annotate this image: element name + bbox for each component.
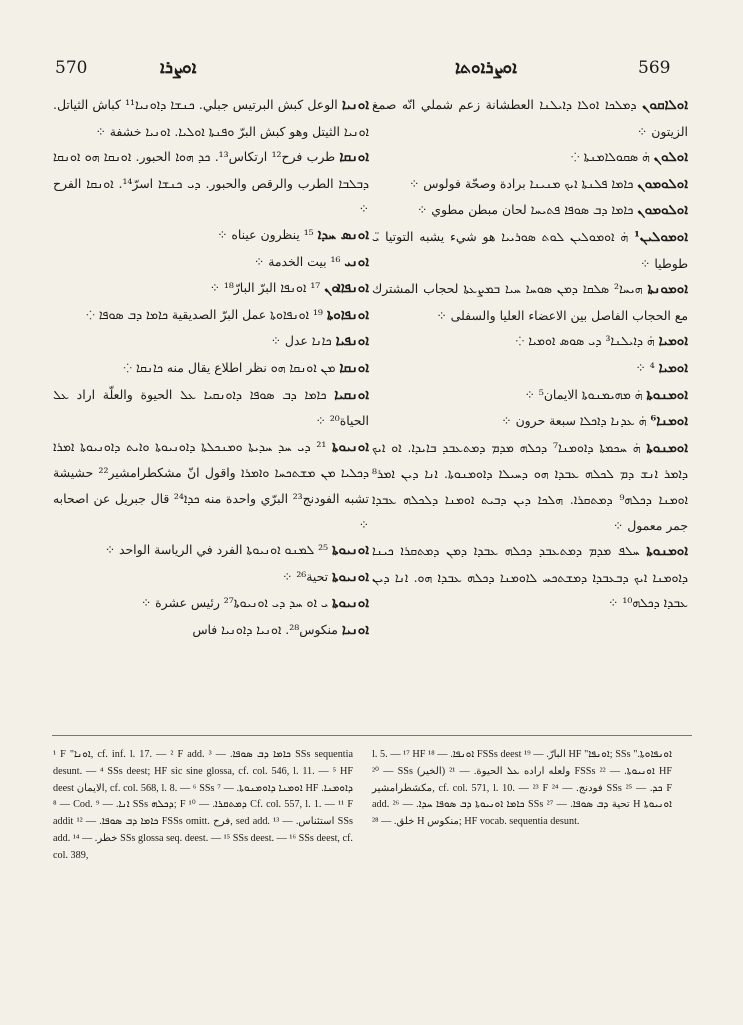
dictionary-entry xyxy=(53,275,369,302)
dictionary-entry xyxy=(372,538,688,616)
entry-headword: ܐܘܢܝ xyxy=(344,253,369,270)
entry-headword: ܐܘܢܩܐ xyxy=(339,149,369,166)
entry-headword: ܐܘܢܦܐܐܘܢ xyxy=(324,280,369,297)
entry-gloss: الوعل كبش البرتيس جبلي. ܟܢܫܐ ܕܐܘܢܝܐ¹¹ كباش الثياتل. ܐܘܢܝܐ الثيتل وهو كبش البرّ ܘܦܢܬܐ ܐܘܠܝܐ. ܐܘܢܝܐ خشفة ⁘ xyxy=(53,97,369,139)
entry-headword: ܐܘܢܝܘܬܐ xyxy=(332,438,369,455)
entry-headword: ܐܘܡܝܐ xyxy=(658,333,688,350)
entry-headword: ܐܘܡܢܘܬܐ xyxy=(646,386,688,403)
entry-headword: ܐܘܠܘܢ xyxy=(653,149,688,166)
entry-gloss: ܟܐܡܐ ܕܒ ܣܘܦܐ ܦܬܝܚܐ لحان مبطن مطوي ⁘ xyxy=(416,202,634,218)
entry-headword: ܐܘܠܐܩܘܢ xyxy=(642,97,688,113)
entry-gloss: ܗ̇ ܚܟܡܬܐ ܕܐܘܡܢܐ⁷ ܕܟܠܗ ܡܕܡ ܕܡܬܥܒܕ ܒܐܝܕܐ. ܐܘ ܐܝܟ ܕܐܡܪ ܐܢܫ ܕܡ ܠܟܠܗ ܥܒܕܐ ܗܘ ܕܚܝܠܐ ܕܐܘܡܢܘܬܐ. ܐܢܐ ܕܝܢ ܐܡܪ⁸ ܐܘܡܢܐ ܕܟܠܗ⁹ ܕܡܬܩܪܐ. ܗܠܟܐ ܕܝܢ ܕܒܝܬ ܐܘܡܢܐ ܕܠܟܠܗ ܥܒܕܐ جمر معمول ⁘ xyxy=(372,439,688,533)
right-page-number: 569 xyxy=(638,58,671,78)
entry-headword: ܐܘܢܝܐ xyxy=(341,97,369,113)
dictionary-entry xyxy=(372,144,688,171)
dictionary-entry xyxy=(53,144,369,222)
entry-gloss: ¹⁶ بيت الخدمة ⁘ xyxy=(253,253,341,269)
entry-gloss: ܕܡܠܟܐ ܐܘܠܐ ܕܐܝܠܢܐ العطشانة زعم شملي انّه صمغ الزيتون ⁘ xyxy=(372,97,688,139)
left-text-column xyxy=(53,92,369,643)
footnote-text: l. 5. — ¹⁷ HF ܐܘܢܦܐ. — ¹⁸ FSSs deest البارّ. — ¹⁹ HF "ܐܘܢܦܐ; SSs "ܐܘܢܦܐܘܬܐ. — ²⁰ SSs (الخير) ولعله اراده ܥܠ الحيوة. — ²¹ FSSs ܐܘܢܝܘܬܐ. — ²² HF مكشطرامشير, cf. col. 571, l. 10. — ²³ F فودنج. — ²⁴ SSs ܟܕ. — ²⁵ F add. ܟܐܡܐ ܐܘܢܝܘܬܐ ܕܒ ܣܘܦܐ ܚܕܐ. — ²⁶ SSs تحية ܕܒ ܣܘܦܐ. — ²⁷ H ܐܘܢܝܘܬܐ خلق. — ²⁸ H منكوس; HF vocab. sequentia desunt. xyxy=(372,749,673,828)
dictionary-entry xyxy=(53,92,369,144)
dictionary-entry xyxy=(53,328,369,355)
dictionary-entry xyxy=(53,249,369,276)
entry-headword: ܐܘܡܢܐ⁶ xyxy=(650,413,688,430)
entry-gloss: ܗ̇ ܐܘܡܘܠܝܢ ܠܘܬ ܣܘܪܝܝܐ هو شيء يشبه التوتيا ܝ̈ طوطيا ⁘ xyxy=(372,228,688,271)
dictionary-entry xyxy=(372,224,688,276)
entry-gloss: ܗ̇ ܡܗܝܡܢܘܬܐ الايمان⁵ ⁘ xyxy=(524,386,643,402)
entry-gloss: ²¹ ܕܝ ܚܕ ܚܕܝܬܐ ܘܡܢܟܠܬܐ ܕܐܘܢܝܘܬܐ ܘܐܝܬ ܕܐܘܢܝܘܬܐ ܐܡܪܐ ܕܟܠܝܐ ܡܢ ܡܫܬܟܚܐ ܘܐܡܪܐ واقول انّ مشكطرامشير²² حشيشة تشبه الفودنج²³ البرّي واحدة منه ܟܕܐ²⁴ قال جبريل عن اصحابه ⁘ xyxy=(53,438,369,532)
dictionary-entry xyxy=(53,355,369,382)
dictionary-entry xyxy=(372,328,688,355)
entry-gloss: ²⁵ ܠܡܢܘ ܐܘܢܝܘܬܐ الفرد في الرياسة الواحد ⁘ xyxy=(104,542,329,558)
entry-headword: ܐܘܢܩܐ xyxy=(339,359,369,376)
entry-gloss: ܚܠܦ ܡܕܡ ܕܡܬܥܒܕ ܕܟܠܗ ܥܒܕܐ ܕܡܢ ܕܡܬܩܪܐ ܟܝܢܐ ܕܐܘܡܢܐ ܐܝܟ ܕܒܥܒܕܐ ܕܡܫܬܟܚ ܠܐܘܡܢܐ ܕܟܠܗ ܥܒܕܐ ܗܘ. ܐܢܐ ܕܝܢ ܥܒܕܐ ܕܟܠܗ¹⁰ ⁘ xyxy=(372,543,688,611)
entry-headword: ܐܘܠܘܡܘܢ xyxy=(637,175,688,192)
entry-headword: ܐܘܢܝܘܬܐ xyxy=(332,595,369,612)
footnotes-left xyxy=(53,747,353,865)
entry-gloss: ¹⁷ ܐܘܢܦܐ البرّ البارّ¹⁸ ⁘ xyxy=(209,280,321,296)
entry-gloss: تحية²⁶ ⁘ xyxy=(281,568,329,584)
entry-gloss: ܟܐܡܐ ܕܒ ܣܘܦܐ ܕܐܘܢܩܝܐ ܥܠ الحيوة والعلّة اراد ܥܠ الحياة²⁰ ⁘ xyxy=(53,386,369,429)
footnotes-right xyxy=(372,747,672,831)
dictionary-entry xyxy=(372,435,688,538)
entry-gloss: طرب فرح¹² ارتكاس¹³. ܟܕ ܗܘܐ الحبور. ܐܘܢܩܐ ܗܘ ܐܘܢܩܐ ܕܒܠܒܐ الطرب والرقص والحبور. ܕܝ ܟܢܫܐ اسرّ¹⁴. ܐܘܢܩܐ الفرح ⁘ xyxy=(53,149,369,217)
dictionary-entry xyxy=(53,617,369,644)
entry-headword: ܐܘܡܢܘܬܐ xyxy=(646,439,688,456)
entry-gloss: ¹⁹ ܐܘܢܦܐܘܬܐ عمل البرّ الصديقية ܟܐܡܐ ܕܒ ܣܘܦܐ ⁘ xyxy=(85,306,323,322)
entry-headword: ܐܘܡܝܐ xyxy=(658,359,688,376)
left-running-title: ܐܘܨܪܐ xyxy=(160,58,197,78)
left-page-number: 570 xyxy=(55,58,88,78)
entry-gloss: منكوس²⁸. ܐܘܢܝܐ ܕܐܘܢܝܐ فاس xyxy=(192,621,338,637)
dictionary-entry xyxy=(53,434,369,537)
dictionary-entry xyxy=(372,197,688,224)
entry-headword: ܐܘܢܣ ܚܕܐ xyxy=(317,226,369,243)
entry-headword: ܐܘܢܝܘܬܐ xyxy=(332,568,369,585)
entry-headword: ܐܘܢܦܐܘܬܐ xyxy=(326,306,369,323)
dictionary-entry xyxy=(53,382,369,434)
entry-headword: ܐܘܢܦܝܐ xyxy=(335,333,369,350)
entry-gloss: ܟܐܡܐ ܦܠܢܬܐ ܐܝܟ ܡܢܝܢܐ برادة وصحّة فولوس ⁘ xyxy=(408,175,634,191)
dictionary-entry xyxy=(53,537,369,564)
footnote-divider xyxy=(52,735,692,736)
entry-gloss: ܗ̇ ܣܩܘܠܐܡܢܬܐ ⁘ xyxy=(570,149,650,165)
right-text-column xyxy=(372,92,688,616)
dictionary-entry xyxy=(372,92,688,144)
entry-headword: ܐܘܠܘܡܘܢ xyxy=(637,202,688,219)
entry-gloss: ܗ̇ ܥܕܢܐ ܕܐܟܠܐ سبعة حرون ⁘ xyxy=(501,413,647,429)
footnote-text: ¹ F "ܐܘܢܐ, cf. inf. l. 17. — ² F add. ܟܐܡܐ ܕܒ ܣܘܦܐ. — ³ SSs sequentia desunt. — ⁴ SSs deest; HF sic sine glossa, cf. col. 546, l. 11. — ⁵ HF deest الايمان, cf. col. 568, l. 8. — ⁶ SSs ܐܘܡܢܐ ܕܐܘܡܢܘܬܐ. — ⁷ HF ܕܐܘܡܢܐ. — ⁸ Cod. ܐܢܐ. — ⁹ SSs ܕܟܠܗ; F ܕܡܬܩܪܐ. — ¹⁰ Cf. col. 557, l. 1. — ¹¹ F addit ܟܐܡܐ ܕܒ ܣܘܦܐ. — ¹² FSSs omitt. فرح, sed add. استئناس. — ¹³ SSs add. خطر. — ¹⁴ SSs glossa seq. deest. — ¹⁵ SSs deest. — ¹⁶ SSs deest, cf. col. 389, xyxy=(53,749,354,861)
entry-headword: ܐܘܡܘܢܬܐ xyxy=(647,281,688,298)
entry-headword: ܐܘܢܝܐ xyxy=(341,621,369,638)
dictionary-entry xyxy=(372,408,688,435)
entry-gloss: ܗܝܚܐ² ܣܠܩܐ ܕܡܢ ܣܘܚܐ ܚܝܐ ܒܡܨܥܬܐ لحجاب المشترك مع الحجاب الفاصل بين الاعضاء العليا والسفلى ⁘ xyxy=(372,281,688,323)
dictionary-entry xyxy=(53,564,369,591)
entry-gloss: ܝ ܐܘ ܚܕ ܕܝ ܐܘܢܝܘܬܐ²⁷ رئيس عشرة ⁘ xyxy=(140,595,329,611)
dictionary-entry xyxy=(53,590,369,617)
entry-headword: ܐܘܢܩܝܐ xyxy=(334,386,369,403)
entry-gloss: ܟܐܢܐ عدل ⁘ xyxy=(270,333,332,349)
right-running-title: ܐܘܨܪܐܘܬܐ xyxy=(455,58,517,78)
dictionary-entry xyxy=(53,302,369,329)
dictionary-entry xyxy=(372,276,688,328)
entry-headword: ܐܘܡܘܠܝܢ¹ xyxy=(634,228,688,245)
entry-gloss: ⁴ ⁘ xyxy=(635,359,655,375)
dictionary-entry xyxy=(53,222,369,249)
entry-gloss: ܗ̇ ܕܐܝܠܢܐ³ ܕܝ ܣܘܣ ܐܘܡܝܐ ⁘ xyxy=(515,333,655,349)
dictionary-entry xyxy=(372,382,688,409)
entry-headword: ܐܘܡܢܘܬܐ xyxy=(646,543,688,560)
dictionary-entry xyxy=(372,355,688,382)
entry-gloss: ¹⁵ ينظرون عيناه ⁘ xyxy=(217,226,314,242)
dictionary-entry xyxy=(372,171,688,198)
entry-headword: ܐܘܢܝܘܬܐ xyxy=(332,542,369,559)
entry-gloss: ܡܢ ܐܘܢܩܐ ܗܘ نظر اطلاع يقال منه ܟܐܢܩܐ ⁘ xyxy=(123,359,336,375)
